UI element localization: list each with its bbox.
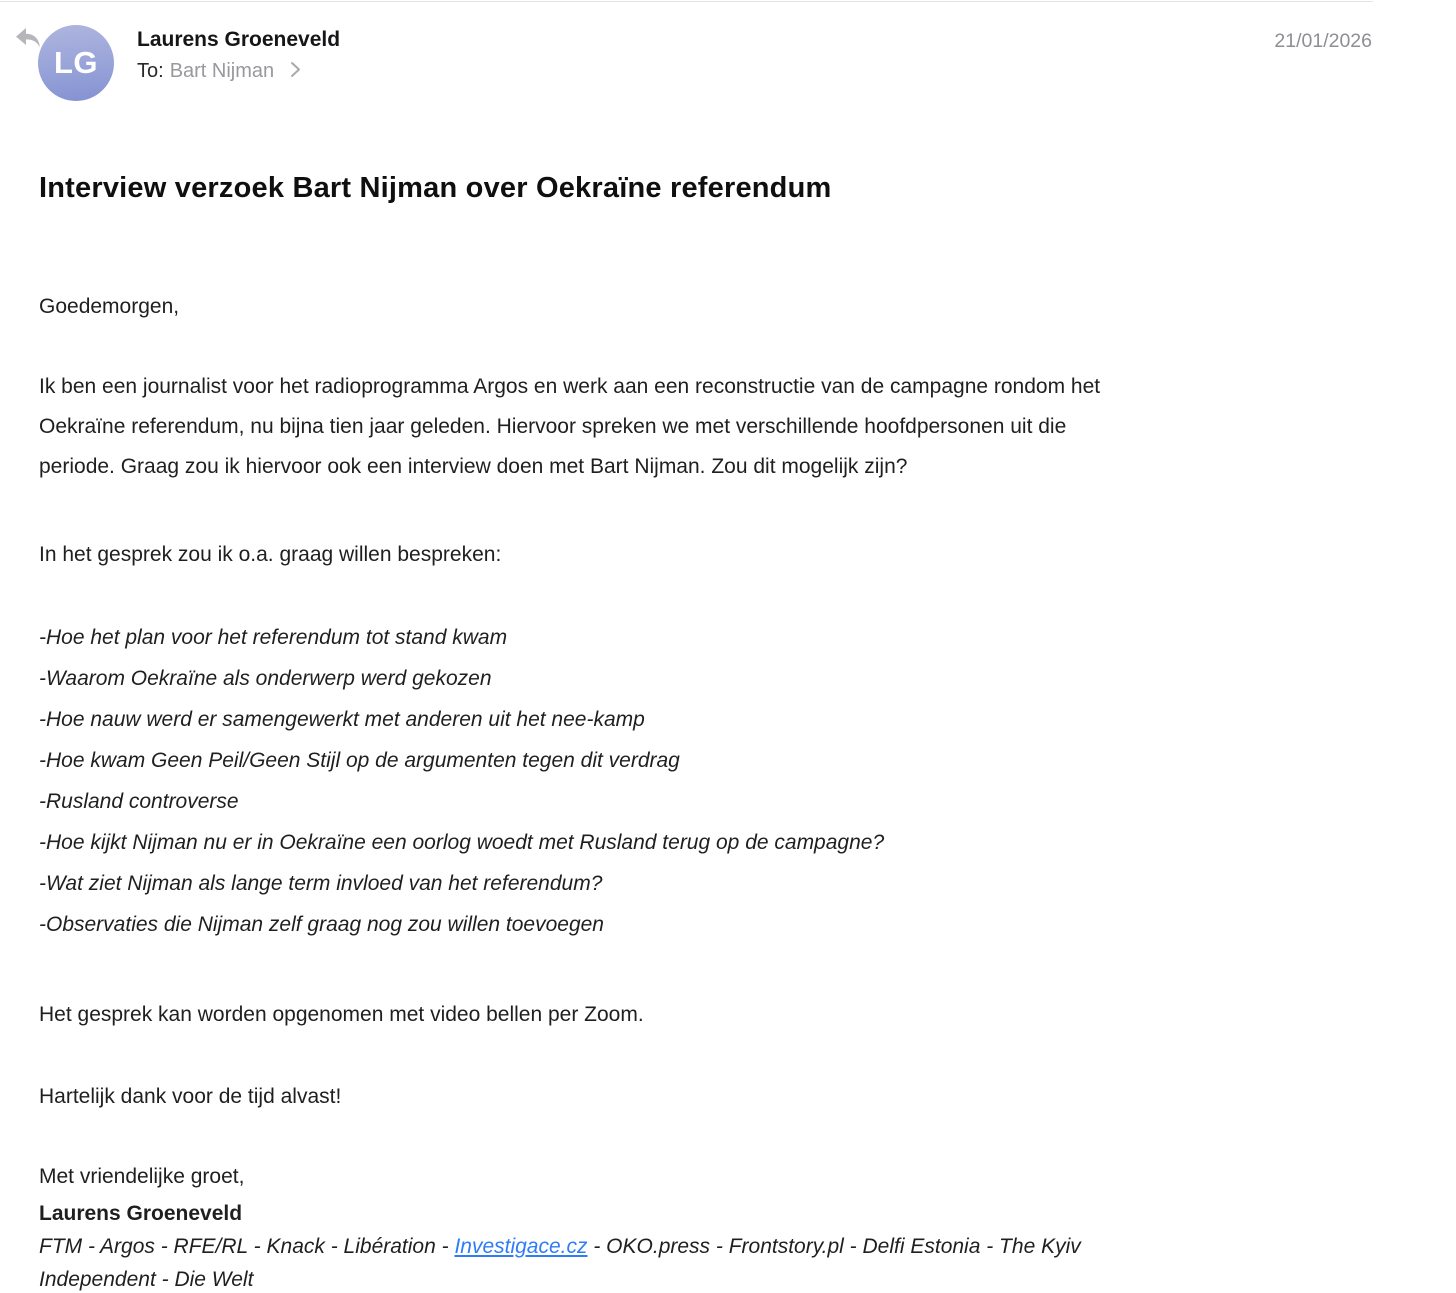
- greeting-text: Goedemorgen,: [39, 295, 180, 318]
- signature-name: Laurens Groeneveld: [39, 1202, 243, 1225]
- intro-paragraph: [39, 367, 1399, 487]
- affiliations-text: FTM - Argos - RFE/RL - Knack - Libération -: [39, 1235, 455, 1258]
- paragraph-line: periode. Graag zou ik hiervoor ook een interview doen met Bart Nijman. Zou dit mogelijk zijn?: [39, 455, 908, 478]
- subject-line: Interview verzoek Bart Nijman over Oekraïne referendum: [39, 172, 832, 204]
- topic-item: -Hoe nauw werd er samengewerkt met anderen uit het nee-kamp: [39, 708, 645, 731]
- signature-closing: Met vriendelijke groet,: [39, 1165, 245, 1188]
- topic-item: -Observaties die Nijman zelf graag nog zou willen toevoegen: [39, 913, 604, 936]
- topic-item: -Wat ziet Nijman als lange term invloed van het referendum?: [39, 872, 603, 895]
- topic-item: -Rusland controverse: [39, 790, 239, 813]
- investigace-link[interactable]: Investigace.cz: [454, 1235, 588, 1258]
- interview-topics-list: [39, 617, 1399, 945]
- recording-note-text: Het gesprek kan worden opgenomen met video bellen per Zoom.: [39, 1003, 644, 1026]
- to-label: To:: [137, 60, 164, 82]
- topic-item: -Waarom Oekraïne als onderwerp werd gekozen: [39, 667, 492, 690]
- thanks-text: Hartelijk dank voor de tijd alvast!: [39, 1085, 342, 1108]
- signature-affiliations-line1: [39, 1230, 1399, 1263]
- sender-name[interactable]: Laurens Groeneveld: [137, 28, 341, 51]
- affiliations-text: - OKO.press - Frontstory.pl - Delfi Estonia - The Kyiv: [587, 1235, 1081, 1258]
- avatar-initials: LG: [53, 45, 99, 80]
- reply-arrow-icon: [15, 27, 41, 49]
- topic-item: -Hoe het plan voor het referendum tot stand kwam: [39, 626, 508, 649]
- paragraph-line: Oekraïne referendum, nu bijna tien jaar geleden. Hiervoor spreken we met verschillende hoofdpersonen uit die: [39, 415, 1067, 438]
- message-date: 21/01/2026: [1274, 30, 1372, 52]
- paragraph-line: Ik ben een journalist voor het radioprogramma Argos en werk aan een reconstructie van de campagne rondom het: [39, 375, 1101, 398]
- recipient-name[interactable]: Bart Nijman: [169, 60, 275, 82]
- topic-item: -Hoe kwam Geen Peil/Geen Stijl op de argumenten tegen dit verdrag: [39, 749, 680, 772]
- top-divider: [0, 1, 1373, 2]
- signature-affiliations-line2: Independent - Die Welt: [39, 1268, 254, 1291]
- recipient-line[interactable]: [137, 58, 301, 86]
- topics-intro-text: In het gesprek zou ik o.a. graag willen bespreken:: [39, 543, 502, 566]
- avatar[interactable]: [38, 25, 114, 101]
- message-body: [39, 287, 1399, 1293]
- topic-item: -Hoe kijkt Nijman nu er in Oekraïne een oorlog woedt met Rusland terug op de campagne?: [39, 831, 885, 854]
- chevron-right-icon[interactable]: [289, 60, 301, 86]
